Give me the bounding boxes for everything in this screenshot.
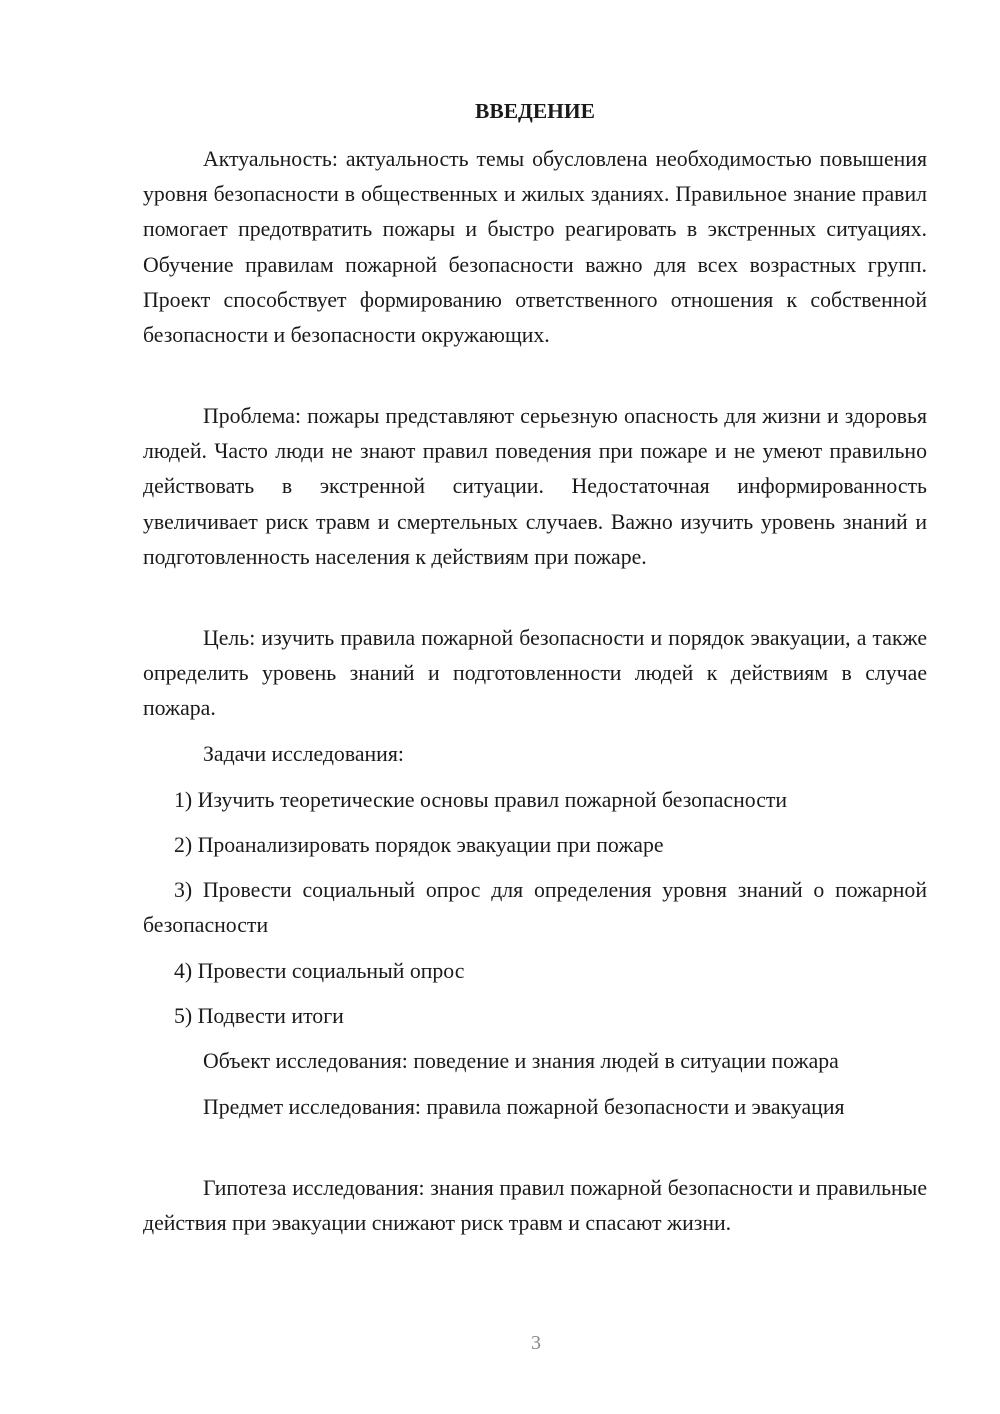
task-item-1: 1) Изучить теоретические основы правил пожарной безопасности [174,788,788,812]
problem-paragraph: Проблема: пожары представляют серьезную опасность для жизни и здоровья людей. Часто люди не знают правил поведения при пожаре и не умеют правильно действовать в экстренной ситуации. Недостаточная информированность увеличивает риск травм и смертельных случаев. Важно изучить уровень знаний и подготовленность населения к действиям при пожаре. [143,404,927,569]
object-paragraph: Объект исследования: поведение и знания людей в ситуации пожара [203,1049,839,1073]
relevance-paragraph: Актуальность: актуальность темы обусловлена необходимостью повышения уровня безопасности в общественных и жилых зданиях. Правильное знание правил помогает предотвратить пожары и быстро реагировать в экстренных ситуациях. Обучение правилам пожарной безопасности важно для всех возрастных групп. Проект способствует формированию ответственного отношения к собственной безопасности и безопасности окружающих. [143,147,927,348]
task-item-2: 2) Проанализировать порядок эвакуации при пожаре [174,833,664,857]
page-title: ВВЕДЕНИЕ [475,99,595,123]
subject-paragraph: Предмет исследования: правила пожарной безопасности и эвакуация [203,1095,845,1119]
goal-paragraph: Цель: изучить правила пожарной безопасности и порядок эвакуации, а также определить уровень знаний и подготовленности людей к действиям в случае пожара. [143,626,927,721]
task-item-5: 5) Подвести итоги [174,1004,344,1028]
hypothesis-paragraph: Гипотеза исследования: знания правил пожарной безопасности и правильные действия при эвакуации снижают риск травм и спасают жизни. [143,1176,927,1236]
page-number: 3 [531,1332,541,1354]
task-item-4: 4) Провести социальный опрос [174,959,465,983]
tasks-heading: Задачи исследования: [203,742,404,766]
task-item-3: 3) Провести социальный опрос для определения уровня знаний о пожарной безопасности [143,878,927,938]
